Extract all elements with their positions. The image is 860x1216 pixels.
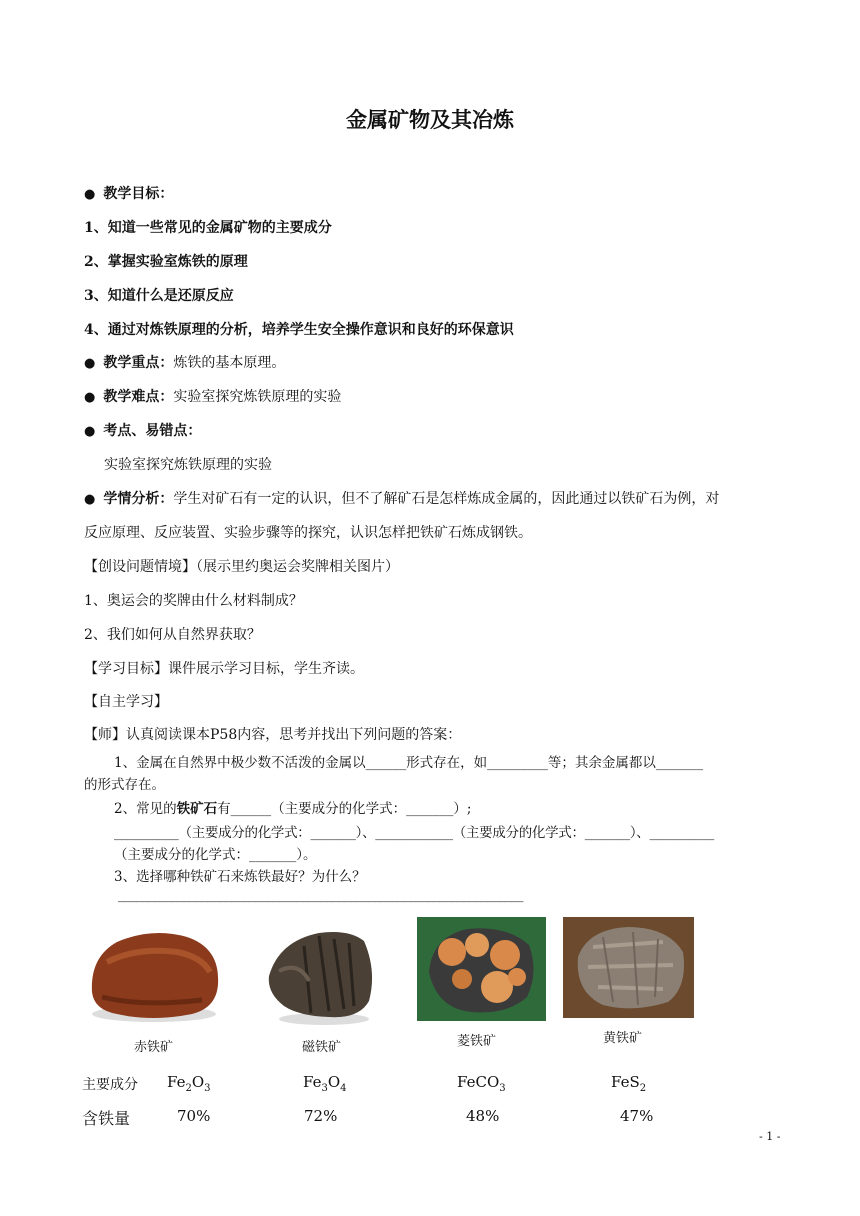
objective-item: 1、知道一些常见的金属矿物的主要成分 <box>84 220 332 236</box>
analysis-text-1: 学生对矿石有一定的认识，但不了解矿石是怎样炼成金属的，因此通过以铁矿石为例，对 <box>173 491 720 507</box>
goal-line: 【学习目标】课件展示学习目标，学生齐读。 <box>84 661 364 677</box>
objective-item: 3、知道什么是还原反应 <box>84 288 234 304</box>
formula-hematite: $Fe_2O_3$ <box>167 1073 211 1094</box>
study-q3-blank: ____________________________________________________________________ <box>118 887 523 903</box>
hematite-caption: 赤铁矿 <box>134 1040 174 1055</box>
difficulty-text: 实验室探究炼铁原理的实验 <box>173 389 342 405</box>
formula-pyrite: FeS$_2$ <box>611 1073 647 1094</box>
objective-item: 2、掌握实验室炼铁的原理 <box>84 254 248 270</box>
focus-row <box>84 352 285 372</box>
study-q2-prefix: 2、常见的 <box>114 801 177 817</box>
difficulty-row <box>84 386 341 406</box>
hematite-image <box>82 922 226 1030</box>
study-q2-rest: 有______（主要成分的化学式：_______）; <box>217 801 472 817</box>
siderite-image <box>417 917 546 1021</box>
iron-row-label: 含铁量 <box>82 1109 131 1128</box>
iron-magnetite: 72% <box>304 1107 338 1125</box>
magnetite-image <box>249 921 399 1031</box>
study-q2-line1 <box>114 797 471 817</box>
pyrite-caption: 黄铁矿 <box>603 1031 643 1046</box>
siderite-caption: 菱铁矿 <box>457 1034 497 1049</box>
analysis-text-2: 反应原理、反应装置、实验步骤等的探究，认识怎样把铁矿石炼成钢铁。 <box>84 525 532 541</box>
analysis-row <box>84 488 719 508</box>
teacher-line: 【师】认真阅读课本P58内容，思考并找出下列问题的答案： <box>84 727 462 743</box>
study-q1-line1: 1、金属在自然界中极少数不活泼的金属以______形式存在，如_________等；其余金属都以_______ <box>114 755 704 771</box>
focus-label: 教学重点： <box>103 355 174 371</box>
page-title: 金属矿物及其冶炼 <box>346 107 514 132</box>
analysis-label: 学情分析： <box>103 491 174 507</box>
question-2: 2、我们如何从自然界获取？ <box>84 627 261 643</box>
study-q2-bold: 铁矿石 <box>176 801 218 817</box>
magnetite-caption: 磁铁矿 <box>302 1040 342 1055</box>
exam-text: 实验室探究炼铁原理的实验 <box>104 457 272 473</box>
exam-label: ● 考点、易错点： <box>84 420 201 440</box>
study-q1-line2: 的形式存在。 <box>84 777 165 793</box>
iron-hematite: 70% <box>177 1107 211 1125</box>
study-q2-line3: （主要成分的化学式：_______）。 <box>114 847 317 863</box>
difficulty-label: 教学难点： <box>103 389 174 405</box>
iron-pyrite: 47% <box>620 1107 654 1125</box>
pyrite-image <box>563 917 694 1018</box>
formula-siderite: FeCO$_3$ <box>457 1073 506 1094</box>
iron-siderite: 48% <box>466 1107 500 1125</box>
study-q2-line2: __________（主要成分的化学式：_______）、____________（主要成分的化学式：_______）、__________ <box>114 825 715 841</box>
page-number: - 1 - <box>759 1130 781 1143</box>
objective-item: 4、通过对炼铁原理的分析，培养学生安全操作意识和良好的环保意识 <box>84 322 514 338</box>
study-q3: 3、选择哪种铁矿石来炼铁最好？为什么？ <box>114 869 366 885</box>
formula-magnetite: $Fe_3O_4$ <box>303 1073 347 1094</box>
focus-text: 炼铁的基本原理。 <box>173 355 286 371</box>
objectives-heading: ● 教学目标： <box>84 183 173 203</box>
component-row-label: 主要成分 <box>82 1077 138 1093</box>
question-1: 1、奥运会的奖牌由什么材料制成？ <box>84 593 303 609</box>
self-study-heading: 【自主学习】 <box>84 694 168 710</box>
scenario-line: 【创设问题情境】（展示里约奥运会奖牌相关图片） <box>84 559 399 575</box>
